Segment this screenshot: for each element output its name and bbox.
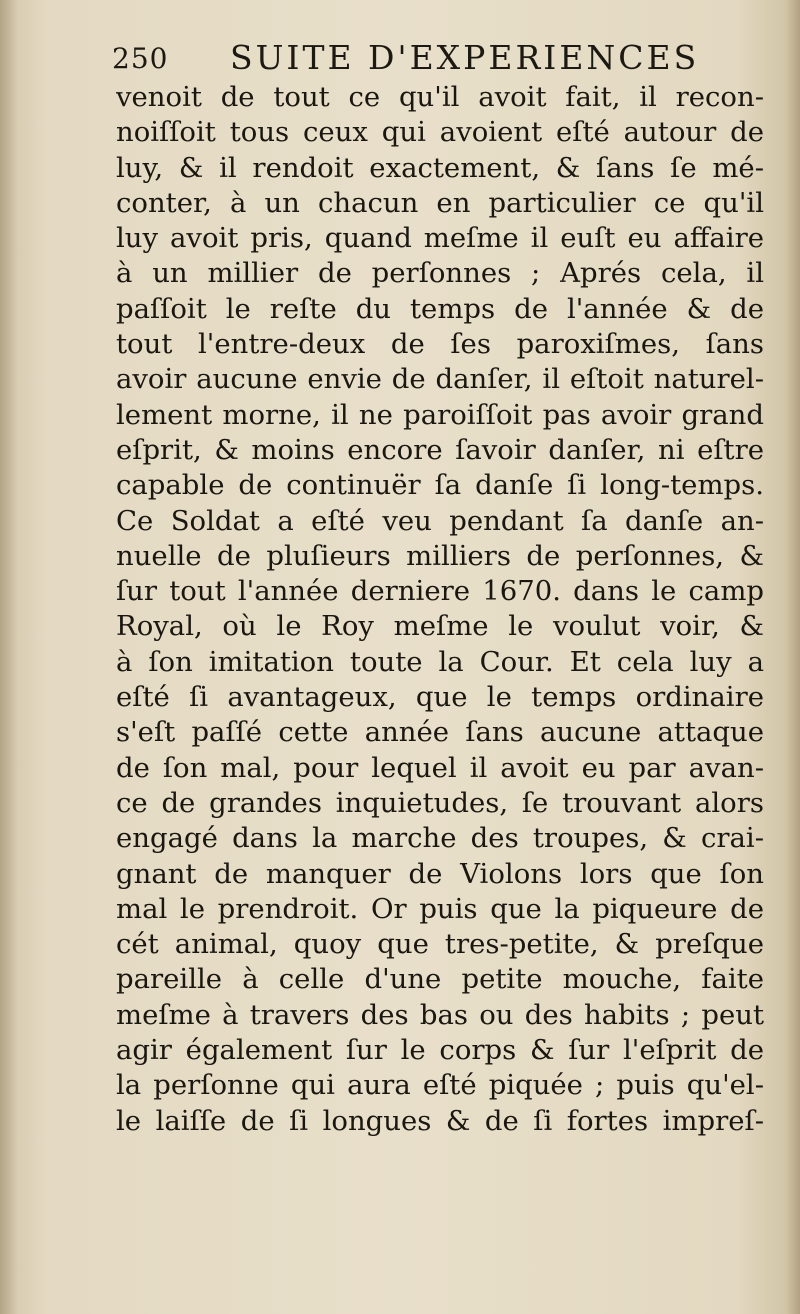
page-edge-shadow (786, 0, 800, 1314)
running-head: SUITE D'EXPERIENCES (230, 38, 700, 77)
text-line: venoit de tout ce qu'il avoit fait, il recon- (116, 81, 764, 113)
text-line: la perſonne qui aura eſté piquée ; puis qu'el- (116, 1069, 764, 1102)
text-line: à un millier de perſonnes ; Aprés cela, il (116, 257, 764, 290)
page-number: 250 (112, 42, 169, 75)
text-line: à ſon imitation toute la Cour. Et cela luy a (116, 645, 764, 678)
text-line: agir également ſur le corps & ſur l'eſprit de (116, 1034, 764, 1067)
text-line: pareille à celle d'une petite mouche, faite (116, 963, 764, 996)
text-line: s'eſt paſſé cette année ſans aucune attaque (116, 716, 764, 749)
text-line: avoir aucune envie de danſer, il eſtoit naturel- (116, 363, 764, 396)
text-line: meſme à travers des bas ou des habits ; peut (116, 998, 764, 1031)
page-header (112, 34, 762, 82)
spine-shadow (0, 0, 18, 1314)
text-line: luy, & il rendoit exactement, & ſans ſe mé- (116, 151, 764, 184)
text-line: mal le prendroit. Or puis que la piqueure de (116, 892, 764, 925)
text-line: paſſoit le reſte du temps de l'année & de (116, 292, 764, 325)
text-line: capable de continuër ſa danſe ſi long-temps. (116, 469, 764, 502)
text-line: Royal, où le Roy meſme le voulut voir, & (116, 610, 764, 643)
text-line: eſté ſi avantageux, que le temps ordinaire (116, 681, 764, 714)
text-line: Ce Soldat a eſté veu pendant ſa danſe an- (116, 504, 764, 537)
text-line: de ſon mal, pour lequel il avoit eu par avan- (116, 751, 764, 784)
text-line: ſur tout l'année derniere 1670. dans le camp (116, 575, 764, 608)
text-line: ce de grandes inquietudes, ſe trouvant alors (116, 786, 764, 819)
body-text (116, 80, 764, 1139)
text-line: eſprit, & moins encore ſavoir danſer, ni eſtre (116, 433, 764, 466)
text-line: conter, à un chacun en particulier ce qu'il (116, 186, 764, 219)
text-line: le laiſſe de ſi longues & de ſi fortes impreſ- (116, 1104, 764, 1137)
text-line: tout l'entre-deux de ſes paroxiſmes, ſans (116, 328, 764, 361)
text-line: noiſſoit tous ceux qui avoient eſté autour de (116, 116, 764, 149)
text-line: engagé dans la marche des troupes, & crai- (116, 822, 764, 855)
text-line: nuelle de pluſieurs milliers de perſonnes, & (116, 539, 764, 572)
text-line: lement morne, il ne paroiſſoit pas avoir grand (116, 398, 764, 431)
text-line: cét animal, quoy que tres-petite, & preſque (116, 928, 764, 961)
text-line: gnant de manquer de Violons lors que ſon (116, 857, 764, 890)
text-line: luy avoit pris, quand meſme il euſt eu affaire (116, 222, 764, 255)
